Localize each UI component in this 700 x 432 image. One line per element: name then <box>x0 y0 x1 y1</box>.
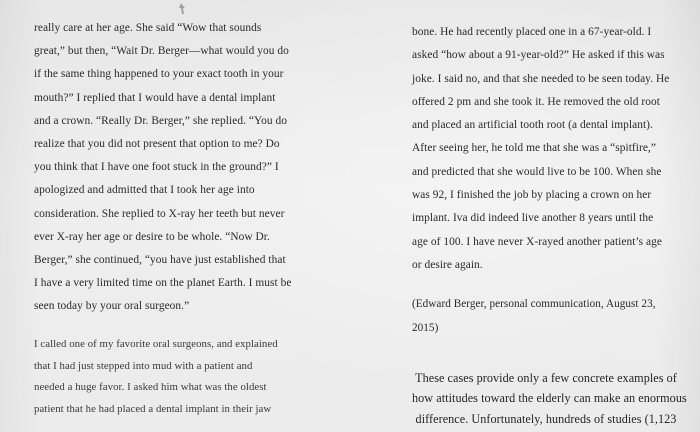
text-line: if the same thing happened to your exact tooth in your <box>34 68 284 81</box>
text-line: consideration. She replied to X-ray her teeth but never <box>34 207 285 220</box>
text-line: you think that I have one foot stuck in the ground?” I <box>34 161 279 174</box>
text-line: mouth?” I replied that I would have a dental implant <box>34 91 276 104</box>
text-line: 2015) <box>412 321 439 334</box>
text-line: was 92, I finished the job by placing a crown on her <box>412 189 652 202</box>
text-line: After seeing her, he told me that she was a “spitfire,” <box>412 142 656 155</box>
text-line: These cases provide only a few concrete examples of <box>415 370 677 385</box>
paragraph-gap <box>412 277 680 293</box>
text-line: and placed an artificial tooth root (a dental implant). <box>412 119 653 132</box>
text-line: (Edward Berger, personal communication, August 23, <box>412 298 656 311</box>
text-line: apologized and admitted that I took her age into <box>34 184 255 197</box>
cursor-mark <box>178 2 188 16</box>
right-paragraph-3 <box>412 368 687 430</box>
text-line: great,” but then, “Wait Dr. Berger—what would you do <box>34 45 289 58</box>
text-line: I have a very limited time on the planet Earth. I must be <box>34 277 292 290</box>
text-line: I called one of my favorite oral surgeons, and explained <box>34 338 278 351</box>
text-line: implant. Iva did indeed live another 8 years until the <box>412 212 654 225</box>
text-line: and predicted that she would live to be 100. When she <box>412 165 662 178</box>
text-line: how attitudes toward the elderly can make an enormous <box>412 391 687 406</box>
text-line: that I had just stepped into mud with a patient and <box>34 359 253 372</box>
text-line: seen today by your oral surgeon.” <box>34 300 190 313</box>
text-line: bone. He had recently placed one in a 67-year-old. I <box>412 26 652 38</box>
text-line: difference. Unfortunately, hundreds of studies (1,123 <box>415 411 677 426</box>
text-line: or desire again. <box>412 258 483 271</box>
paragraph-gap <box>34 318 324 334</box>
left-column <box>34 17 324 420</box>
text-line: asked “how about a 91-year-old?” He asked if this was <box>412 49 665 62</box>
left-paragraph-2 <box>34 334 324 420</box>
left-paragraph-1 <box>34 17 324 318</box>
right-column <box>412 21 687 429</box>
right-paragraph-1 <box>412 21 680 277</box>
text-line: realize that you did not present that option to me? Do <box>34 137 280 150</box>
text-line: age of 100. I have never X-rayed another patient’s age <box>412 235 663 248</box>
text-line: offered 2 pm and she took it. He removed the old root <box>412 95 660 108</box>
text-line: and a crown. “Really Dr. Berger,” she replied. “You do <box>34 114 287 127</box>
text-line: Berger,” she continued, “you have just established that <box>34 253 286 266</box>
text-line: really care at her age. She said “Wow that sounds <box>34 22 262 34</box>
text-line: patient that he had placed a dental implant in their jaw <box>34 402 272 415</box>
text-line: needed a huge favor. I asked him what was the oldest <box>34 381 267 394</box>
text-line: ever X-ray her age or desire to be whole. “Now Dr. <box>34 230 270 243</box>
text-line: joke. I said no, and that she needed to be seen today. He <box>412 72 670 85</box>
citation <box>412 293 680 340</box>
paragraph-gap <box>412 340 680 368</box>
